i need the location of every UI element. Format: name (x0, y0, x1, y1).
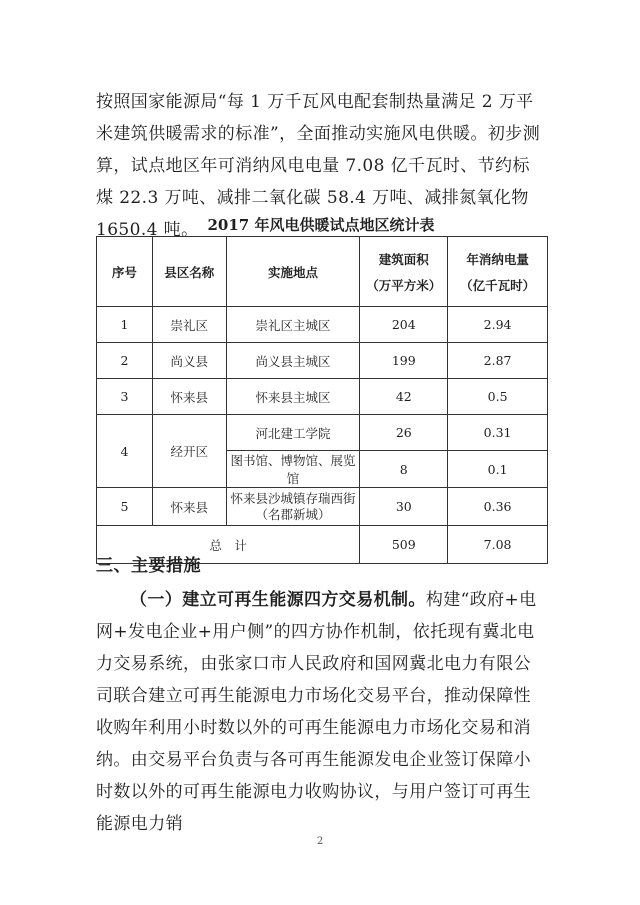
cell-area: 42 (360, 379, 448, 415)
cell-index: 4 (97, 415, 153, 488)
table-row (97, 307, 548, 343)
cell-power: 0.31 (448, 415, 548, 451)
total-area: 509 (360, 526, 448, 564)
cell-area: 30 (360, 488, 448, 526)
cell-location: 怀来县沙城镇存瑞西街（名郡新城） (226, 488, 360, 526)
total-power: 7.08 (448, 526, 548, 564)
table-title: 2017 年风电供暖试点地区统计表 (207, 216, 435, 234)
cell-area: 26 (360, 415, 448, 451)
cell-county: 崇礼区 (152, 307, 226, 343)
cell-power: 0.5 (448, 379, 548, 415)
table-row (97, 343, 548, 379)
cell-area: 8 (360, 451, 448, 488)
measure-paragraph (96, 584, 546, 840)
cell-location: 尚义县主城区 (226, 343, 360, 379)
cell-area: 204 (360, 307, 448, 343)
table-row (97, 488, 548, 526)
cell-county: 经开区 (152, 415, 226, 488)
measure-body: 构建“政府+电网+发电企业+用户侧”的四方协作机制，依托现有冀北电力交易系统，由张家口市人民政府和国网冀北电力有限公司联合建立可再生能源电力市场化交易平台，推动保障性收购年利用小时数以外的可再生能源电力市场化交易和消纳。由交易平台负责与各可再生能源发电企业签订保障小时数以外的可再生能源电力收购协议，与用户签订可再生能源电力销 (96, 590, 537, 834)
cell-power: 0.36 (448, 488, 548, 526)
page-number: 2 (316, 836, 324, 847)
cell-power: 2.94 (448, 307, 548, 343)
section-heading: 三、主要措施 (96, 556, 201, 576)
measure-heading: （一）建立可再生能源四方交易机制。 (130, 590, 426, 610)
cell-index: 5 (97, 488, 153, 526)
table-header-row (97, 237, 548, 307)
table-row (97, 379, 548, 415)
cell-location: 图书馆、博物馆、展览馆 (226, 451, 360, 488)
header-index: 序号 (97, 237, 153, 307)
cell-index: 2 (97, 343, 153, 379)
cell-index: 3 (97, 379, 153, 415)
cell-index: 1 (97, 307, 153, 343)
header-location: 实施地点 (226, 237, 360, 307)
header-area-unit: （万平方米） (366, 277, 442, 293)
table-row (97, 415, 548, 451)
statistics-table (96, 236, 548, 564)
cell-location: 崇礼区主城区 (226, 307, 360, 343)
intro-paragraph: 按照国家能源局“每 1 万千瓦风电配套制热量满足 2 万平米建筑供暖需求的标准”，全面推动实施风电供暖。初步测算，试点地区年可消纳风电电量 7.08 亿千瓦时、节约标煤 22.3 万吨、减排二氧化碳 58.4 万吨、减排氮氧化物 1650.4 吨。 (96, 92, 541, 240)
header-area (360, 237, 448, 307)
cell-county: 怀来县 (152, 379, 226, 415)
header-power (448, 237, 548, 307)
total-label: 总 计 (97, 526, 360, 564)
cell-county: 尚义县 (152, 343, 226, 379)
header-area-label: 建筑面积 (378, 251, 429, 267)
cell-location: 河北建工学院 (226, 415, 360, 451)
cell-location: 怀来县主城区 (226, 379, 360, 415)
header-county: 县区名称 (152, 237, 226, 307)
cell-power: 2.87 (448, 343, 548, 379)
header-power-unit: （亿千瓦时） (460, 277, 536, 293)
header-power-label: 年消纳电量 (466, 251, 529, 267)
cell-power: 0.1 (448, 451, 548, 488)
cell-area: 199 (360, 343, 448, 379)
cell-county: 怀来县 (152, 488, 226, 526)
